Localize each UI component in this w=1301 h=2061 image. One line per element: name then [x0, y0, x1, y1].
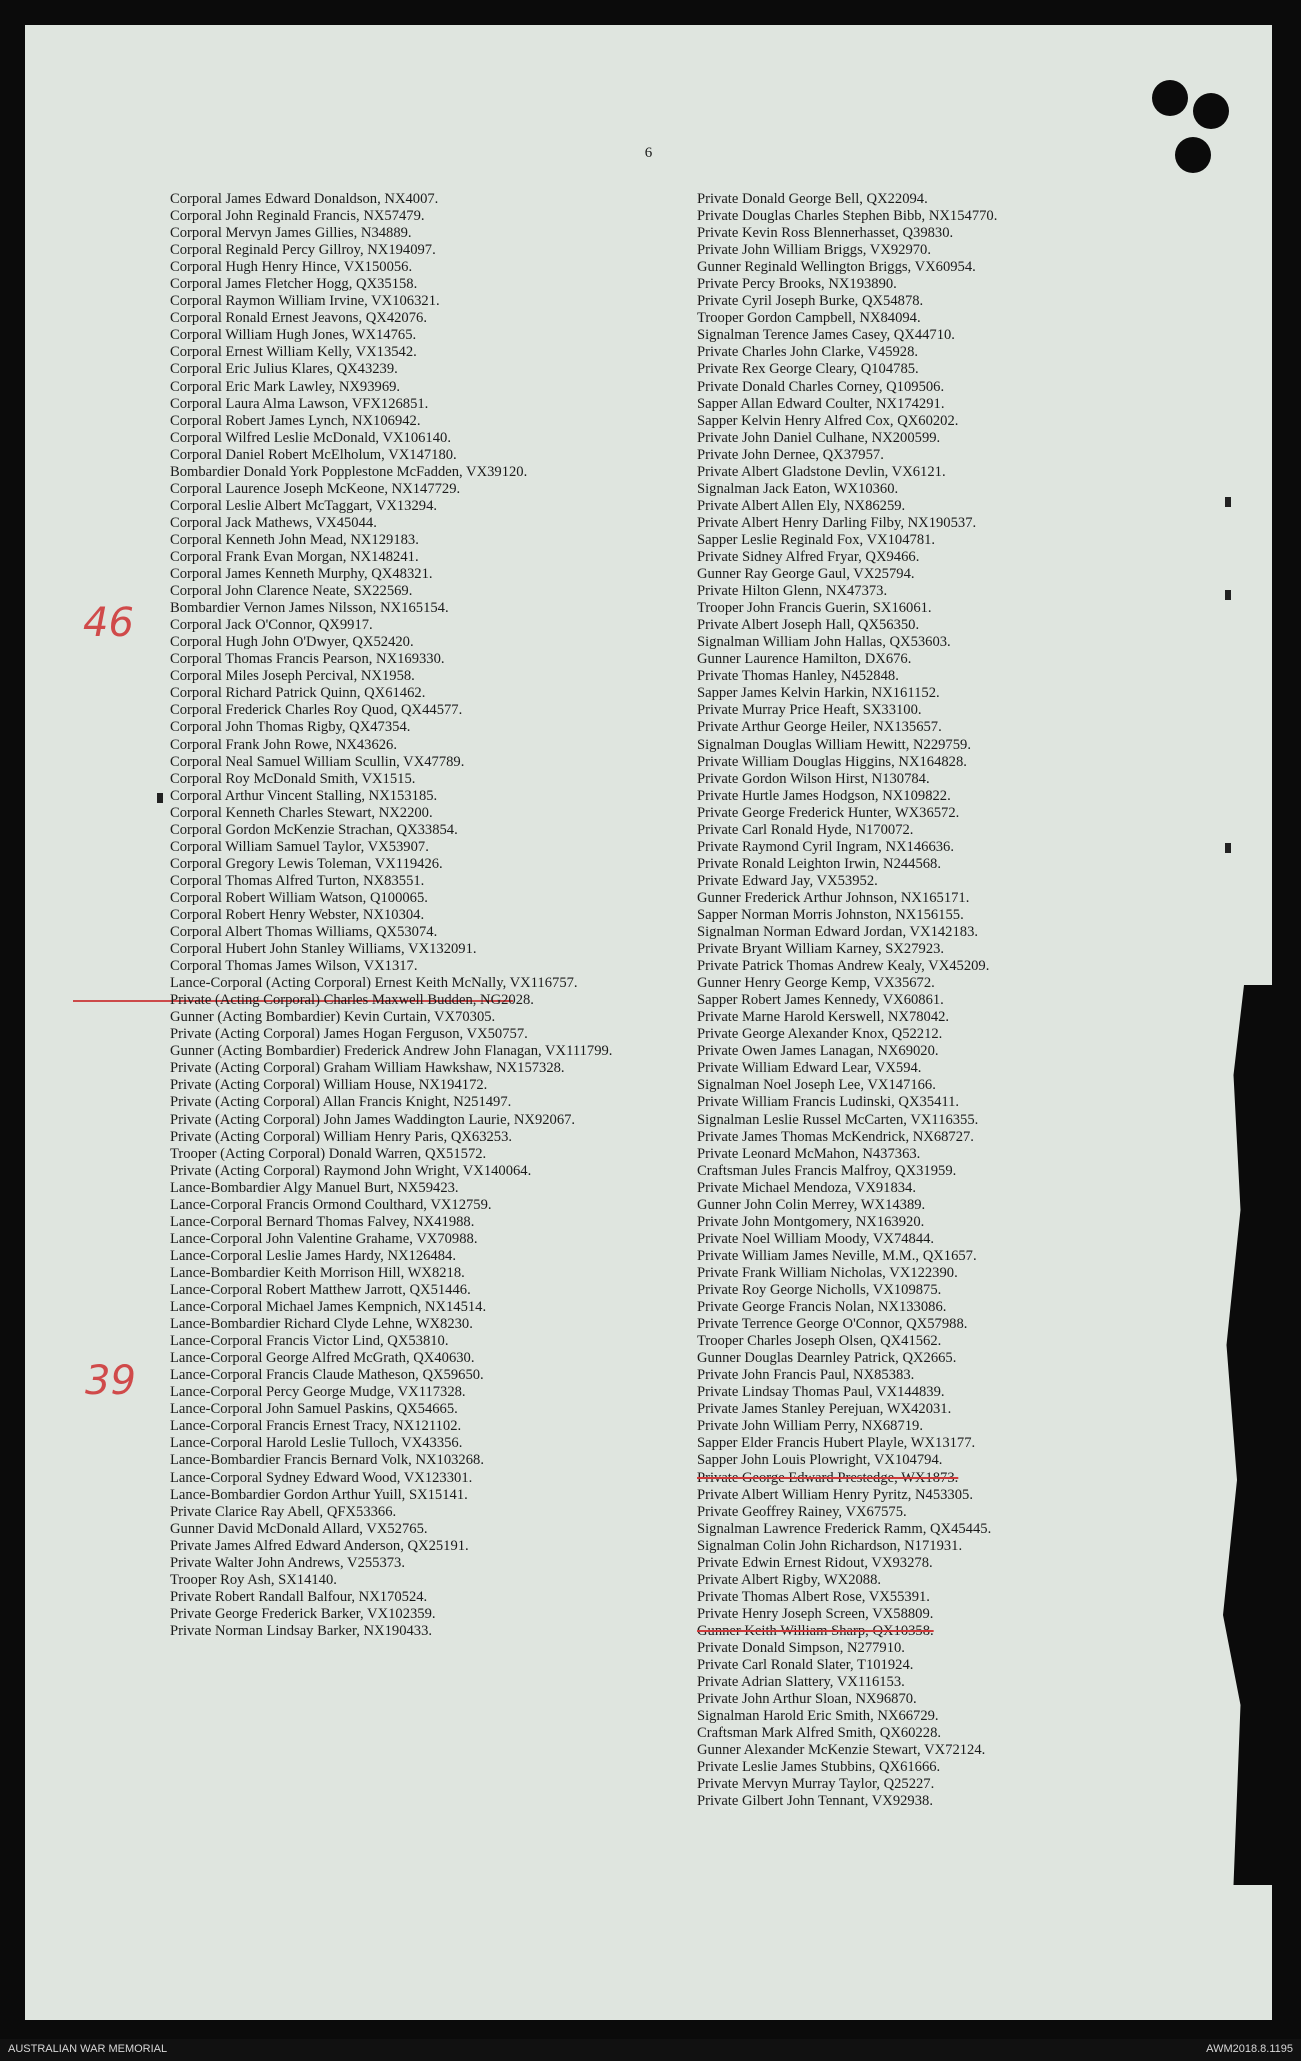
name-entry: Signalman Jack Eaton, WX10360. — [697, 480, 899, 497]
name-entry: Corporal Daniel Robert McElholum, VX147180. — [170, 446, 457, 463]
name-entry: Private Ronald Leighton Irwin, N244568. — [697, 855, 942, 872]
name-entry: Sapper John Louis Plowright, VX104794. — [697, 1452, 943, 1469]
name-entry: Corporal John Thomas Rigby, QX47354. — [170, 719, 411, 736]
name-entry: Private Gilbert John Tennant, VX92938. — [697, 1793, 933, 1810]
name-entry: Corporal Hugh Henry Hince, VX150056. — [170, 259, 413, 276]
name-entry: Signalman Lawrence Frederick Ramm, QX45445. — [697, 1520, 992, 1537]
name-entry: Private Albert Henry Darling Filby, NX190537. — [697, 514, 977, 531]
name-entry: Trooper Roy Ash, SX14140. — [170, 1571, 337, 1588]
name-entry: Private George Francis Nolan, NX133086. — [697, 1299, 947, 1316]
name-entry: Private Albert William Henry Pyritz, N453305. — [697, 1486, 973, 1503]
handwritten-count-39: 39 — [85, 1358, 136, 1404]
name-entry: Private Hilton Glenn, NX47373. — [697, 583, 888, 600]
name-entry: Private (Acting Corporal) Allan Francis Knight, N251497. — [170, 1094, 512, 1111]
name-entry: Private Walter John Andrews, V255373. — [170, 1554, 406, 1571]
name-entry: Corporal Arthur Vincent Stalling, NX153185. — [170, 787, 438, 804]
name-entry: Private Leonard McMahon, N437363. — [697, 1145, 921, 1162]
name-entry: Private William Edward Lear, VX594. — [697, 1060, 922, 1077]
name-entry: Private Raymond Cyril Ingram, NX146636. — [697, 838, 954, 855]
name-entry: Corporal Hubert John Stanley Williams, VX132091. — [170, 941, 477, 958]
name-entry: Private Patrick Thomas Andrew Kealy, VX45209. — [697, 958, 990, 975]
name-entry: Sapper James Kelvin Harkin, NX161152. — [697, 685, 940, 702]
name-entry: Corporal Leslie Albert McTaggart, VX13294. — [170, 497, 438, 514]
name-entry: Private Sidney Alfred Fryar, QX9466. — [697, 548, 920, 565]
name-entry: Corporal Albert Thomas Williams, QX53074. — [170, 924, 438, 941]
name-entry: Sapper Norman Morris Johnston, NX156155. — [697, 906, 964, 923]
name-entry: Private Marne Harold Kerswell, NX78042. — [697, 1009, 950, 1026]
name-entry: Private Donald George Bell, QX22094. — [697, 191, 928, 207]
name-entry: Corporal Thomas Francis Pearson, NX169330. — [170, 651, 445, 668]
name-entry: Sapper Leslie Reginald Fox, VX104781. — [697, 531, 936, 548]
name-entry: Trooper Charles Joseph Olsen, QX41562. — [697, 1333, 942, 1350]
name-entry: Lance-Corporal Bernard Thomas Falvey, NX41988. — [170, 1213, 475, 1230]
name-entry: Private Thomas Hanley, N452848. — [697, 668, 899, 685]
page-number: 6 — [644, 145, 653, 161]
name-entry: Private Albert Allen Ely, NX86259. — [697, 497, 906, 514]
left-name-column — [170, 191, 620, 1640]
name-entry: Lance-Bombardier Francis Bernard Volk, NX103268. — [170, 1452, 484, 1469]
name-entry: Private Percy Brooks, NX193890. — [697, 276, 897, 293]
name-entry: Corporal Reginald Percy Gillroy, NX194097. — [170, 242, 436, 259]
name-entry: Private (Acting Corporal) William Henry Paris, QX63253. — [170, 1128, 513, 1145]
name-entry: Corporal Ronald Ernest Jeavons, QX42076. — [170, 310, 427, 327]
name-entry: Corporal Kenneth John Mead, NX129183. — [170, 531, 419, 548]
name-entry: Lance-Corporal Harold Leslie Tulloch, VX43356. — [170, 1435, 463, 1452]
name-entry: Private Hurtle James Hodgson, NX109822. — [697, 787, 951, 804]
name-entry: Gunner Reginald Wellington Briggs, VX60954. — [697, 259, 976, 276]
name-entry: Private Henry Joseph Screen, VX58809. — [697, 1605, 934, 1622]
name-entry: Private John Daniel Culhane, NX200599. — [697, 429, 941, 446]
name-entry: Corporal Hugh John O'Dwyer, QX52420. — [170, 634, 414, 651]
name-entry: Corporal Eric Julius Klares, QX43239. — [170, 361, 398, 378]
name-entry: Private George Alexander Knox, Q52212. — [697, 1026, 943, 1043]
name-entry: Private Donald Charles Corney, Q109506. — [697, 378, 945, 395]
name-entry: Corporal Laurence Joseph McKeone, NX147729. — [170, 480, 461, 497]
name-entry: Private John William Perry, NX68719. — [697, 1418, 923, 1435]
name-entry: Corporal Raymon William Irvine, VX106321. — [170, 293, 440, 310]
name-entry: Sapper Elder Francis Hubert Playle, WX13177. — [697, 1435, 976, 1452]
name-entry: Private Lindsay Thomas Paul, VX144839. — [697, 1384, 945, 1401]
name-entry: Corporal Frank Evan Morgan, NX148241. — [170, 548, 419, 565]
name-entry: Lance-Bombardier Keith Morrison Hill, WX8218. — [170, 1264, 465, 1281]
name-entry: Corporal Frank John Rowe, NX43626. — [170, 736, 397, 753]
name-entry: Sapper Allan Edward Coulter, NX174291. — [697, 395, 945, 412]
footer-reference: AWM2018.8.1195 — [1206, 2043, 1293, 2055]
name-entry: Signalman Colin John Richardson, N171931. — [697, 1537, 963, 1554]
name-entry: Lance-Corporal Francis Ormond Coulthard, VX12759. — [170, 1196, 492, 1213]
name-entry: Private Frank William Nicholas, VX122390. — [697, 1264, 958, 1281]
name-entry: Corporal James Kenneth Murphy, QX48321. — [170, 566, 433, 583]
name-entry: Private Carl Ronald Hyde, N170072. — [697, 821, 914, 838]
name-entry: Private Roy George Nicholls, VX109875. — [697, 1282, 942, 1298]
name-entry: Private Charles John Clarke, V45928. — [697, 344, 919, 361]
name-entry: Private John Dernee, QX37957. — [697, 446, 884, 463]
name-entry: Private Owen James Lanagan, NX69020. — [697, 1043, 939, 1060]
document-page — [25, 25, 1272, 2020]
margin-mark — [1225, 590, 1231, 600]
name-entry: Signalman Douglas William Hewitt, N229759. — [697, 736, 971, 753]
name-entry: Bombardier Donald York Popplestone McFadden, VX39120. — [170, 463, 528, 480]
name-entry: Private Terrence George O'Connor, QX57988. — [697, 1316, 968, 1333]
name-entry: Private Albert Rigby, WX2088. — [697, 1571, 882, 1588]
name-entry: Private Clarice Ray Abell, QFX53366. — [170, 1503, 397, 1520]
name-entry: Private Edwin Ernest Ridout, VX93278. — [697, 1554, 933, 1571]
name-entry: Private Albert Joseph Hall, QX56350. — [697, 617, 920, 634]
name-entry: Lance-Corporal (Acting Corporal) Ernest Keith McNally, VX116757. — [170, 975, 578, 992]
name-entry: Corporal Kenneth Charles Stewart, NX2200. — [170, 804, 433, 821]
name-entry: Lance-Corporal Leslie James Hardy, NX126484. — [170, 1247, 456, 1264]
margin-mark — [1225, 843, 1231, 853]
name-entry: Private William Douglas Higgins, NX164828. — [697, 753, 967, 770]
name-entry: Corporal John Clarence Neate, SX22569. — [170, 583, 413, 600]
name-entry: Gunner (Acting Bombardier) Kevin Curtain, VX70305. — [170, 1009, 496, 1026]
name-entry: Corporal William Hugh Jones, WX14765. — [170, 327, 417, 344]
footer-source: AUSTRALIAN WAR MEMORIAL — [8, 2043, 168, 2055]
name-entry: Gunner Frederick Arthur Johnson, NX165171. — [697, 889, 970, 906]
name-entry: Corporal Robert William Watson, Q100065. — [170, 889, 428, 906]
name-entry: Corporal Gregory Lewis Toleman, VX119426. — [170, 855, 443, 872]
name-entry: Corporal Miles Joseph Percival, NX1958. — [170, 668, 415, 685]
name-entry: Corporal Mervyn James Gillies, N34889. — [170, 225, 412, 242]
name-entry: Private Rex George Cleary, Q104785. — [697, 361, 919, 378]
name-entry: Private James Thomas McKendrick, NX68727. — [697, 1128, 974, 1145]
name-entry: Craftsman Jules Francis Malfroy, QX31959. — [697, 1162, 957, 1179]
name-entry: Sapper Robert James Kennedy, VX60861. — [697, 992, 944, 1009]
name-entry: Signalman Leslie Russel McCarten, VX116355. — [697, 1111, 979, 1128]
name-entry: Corporal William Samuel Taylor, VX53907. — [170, 838, 429, 855]
name-entry: Private Adrian Slattery, VX116153. — [697, 1674, 905, 1691]
name-entry: Corporal Frederick Charles Roy Quod, QX44577. — [170, 702, 463, 719]
name-entry: Gunner (Acting Bombardier) Frederick Andrew John Flanagan, VX111799. — [170, 1043, 613, 1060]
name-entry: Corporal Robert James Lynch, NX106942. — [170, 412, 421, 429]
name-entry: Corporal James Edward Donaldson, NX4007. — [170, 191, 439, 207]
name-entry: Lance-Bombardier Gordon Arthur Yuill, SX15141. — [170, 1486, 468, 1503]
name-entry: Private George Edward Prestedge, WX1873. — [697, 1469, 959, 1486]
name-entry: Lance-Corporal Francis Claude Matheson, QX59650. — [170, 1367, 484, 1384]
name-entry: Private John Francis Paul, NX85383. — [697, 1367, 915, 1384]
name-entry: Private Mervyn Murray Taylor, Q25227. — [697, 1776, 935, 1793]
name-entry: Private Geoffrey Rainey, VX67575. — [697, 1503, 907, 1520]
name-entry: Corporal Roy McDonald Smith, VX1515. — [170, 770, 416, 787]
name-entry: Private George Frederick Hunter, WX36572. — [697, 804, 960, 821]
name-entry: Lance-Corporal Percy George Mudge, VX117328. — [170, 1384, 466, 1401]
name-entry: Private William James Neville, M.M., QX1657. — [697, 1247, 977, 1264]
name-entry: Trooper John Francis Guerin, SX16061. — [697, 600, 932, 617]
footer-bar — [0, 2039, 1301, 2061]
name-entry: Private Gordon Wilson Hirst, N130784. — [697, 770, 930, 787]
name-entry: Gunner Keith William Sharp, QX10358. — [697, 1622, 934, 1639]
name-entry: Lance-Bombardier Algy Manuel Burt, NX59423. — [170, 1179, 459, 1196]
name-entry: Private (Acting Corporal) Graham William Hawkshaw, NX157328. — [170, 1060, 565, 1077]
name-entry: Private (Acting Corporal) William House, NX194172. — [170, 1077, 488, 1094]
name-entry: Private (Acting Corporal) Charles Maxwell Budden, NG2028. — [170, 992, 534, 1009]
name-entry: Craftsman Mark Alfred Smith, QX60228. — [697, 1725, 942, 1742]
name-entry: Private Michael Mendoza, VX91834. — [697, 1179, 916, 1196]
name-entry: Signalman Norman Edward Jordan, VX142183. — [697, 924, 979, 941]
name-entry: Corporal Richard Patrick Quinn, QX61462. — [170, 685, 426, 702]
name-entry: Private (Acting Corporal) Raymond John Wright, VX140064. — [170, 1162, 532, 1179]
name-entry: Private James Stanley Perejuan, WX42031. — [697, 1401, 952, 1418]
name-entry: Private George Frederick Barker, VX102359. — [170, 1605, 436, 1622]
name-entry: Corporal Jack O'Connor, QX9917. — [170, 617, 373, 634]
name-entry: Private Leslie James Stubbins, QX61666. — [697, 1759, 941, 1776]
name-entry: Private Donald Simpson, N277910. — [697, 1639, 905, 1656]
name-entry: Corporal James Fletcher Hogg, QX35158. — [170, 276, 418, 293]
name-entry: Gunner Douglas Dearnley Patrick, QX2665. — [697, 1350, 957, 1367]
name-entry: Lance-Corporal John Samuel Paskins, QX54665. — [170, 1401, 458, 1418]
name-entry: Signalman William John Hallas, QX53603. — [697, 634, 951, 651]
ink-smear — [1202, 985, 1272, 1885]
name-entry: Private Albert Gladstone Devlin, VX6121. — [697, 463, 946, 480]
name-entry: Corporal Neal Samuel William Scullin, VX47789. — [170, 753, 465, 770]
name-entry: Signalman Terence James Casey, QX44710. — [697, 327, 955, 344]
name-entry: Lance-Corporal John Valentine Grahame, VX70988. — [170, 1230, 478, 1247]
name-entry: Corporal John Reginald Francis, NX57479. — [170, 208, 425, 225]
handwritten-count-46: 46 — [83, 600, 134, 646]
name-entry: Sapper Kelvin Henry Alfred Cox, QX60202. — [697, 412, 959, 429]
name-entry: Corporal Eric Mark Lawley, NX93969. — [170, 378, 401, 395]
name-entry: Private Noel William Moody, VX74844. — [697, 1230, 935, 1247]
name-entry: Gunner Alexander McKenzie Stewart, VX72124. — [697, 1742, 986, 1759]
name-entry: Private Bryant William Karney, SX27923. — [697, 941, 945, 958]
name-entry: Trooper Gordon Campbell, NX84094. — [697, 310, 921, 327]
name-entry: Corporal Ernest William Kelly, VX13542. — [170, 344, 417, 361]
name-entry: Gunner John Colin Merrey, WX14389. — [697, 1196, 926, 1213]
margin-mark — [1225, 497, 1231, 507]
name-entry: Gunner Ray George Gaul, VX25794. — [697, 566, 915, 583]
name-entry: Corporal Thomas James Wilson, VX1317. — [170, 958, 418, 975]
name-entry: Corporal Gordon McKenzie Strachan, QX33854. — [170, 821, 458, 838]
name-entry: Lance-Corporal Robert Matthew Jarrott, QX51446. — [170, 1282, 471, 1298]
name-entry: Lance-Corporal Sydney Edward Wood, VX123301. — [170, 1469, 473, 1486]
punch-hole-1 — [1152, 80, 1188, 116]
name-entry: Private Cyril Joseph Burke, QX54878. — [697, 293, 924, 310]
name-entry: Gunner Henry George Kemp, VX35672. — [697, 975, 935, 992]
name-entry: Private Robert Randall Balfour, NX170524. — [170, 1588, 428, 1605]
name-entry: Gunner David McDonald Allard, VX52765. — [170, 1520, 428, 1537]
name-entry: Lance-Bombardier Richard Clyde Lehne, WX8230. — [170, 1316, 473, 1333]
name-entry: Private (Acting Corporal) James Hogan Ferguson, VX50757. — [170, 1026, 528, 1043]
name-entry: Private Kevin Ross Blennerhasset, Q39830. — [697, 225, 954, 242]
name-entry: Corporal Laura Alma Lawson, VFX126851. — [170, 395, 429, 412]
name-entry: Private John Arthur Sloan, NX96870. — [697, 1691, 917, 1708]
name-entry: Private James Alfred Edward Anderson, QX25191. — [170, 1537, 469, 1554]
name-entry: Trooper (Acting Corporal) Donald Warren, QX51572. — [170, 1145, 487, 1162]
name-entry: Private Edward Jay, VX53952. — [697, 872, 878, 889]
name-entry: Gunner Laurence Hamilton, DX676. — [697, 651, 912, 668]
name-entry: Private Murray Price Heaft, SX33100. — [697, 702, 922, 719]
margin-mark — [157, 793, 163, 803]
name-entry: Corporal Jack Mathews, VX45044. — [170, 514, 377, 531]
name-entry: Private Arthur George Heiler, NX135657. — [697, 719, 942, 736]
name-entry: Lance-Corporal Michael James Kempnich, NX14514. — [170, 1299, 487, 1316]
name-entry: Private Thomas Albert Rose, VX55391. — [697, 1588, 930, 1605]
name-entry: Signalman Harold Eric Smith, NX66729. — [697, 1708, 939, 1725]
name-entry: Private (Acting Corporal) John James Waddington Laurie, NX92067. — [170, 1111, 576, 1128]
name-entry: Lance-Corporal George Alfred McGrath, QX40630. — [170, 1350, 475, 1367]
name-entry: Signalman Noel Joseph Lee, VX147166. — [697, 1077, 936, 1094]
name-entry: Private John William Briggs, VX92970. — [697, 242, 931, 259]
name-entry: Lance-Corporal Francis Victor Lind, QX53810. — [170, 1333, 449, 1350]
name-entry: Private William Francis Ludinski, QX35411. — [697, 1094, 960, 1111]
name-entry: Private Carl Ronald Slater, T101924. — [697, 1657, 914, 1674]
right-name-column — [697, 191, 1107, 1810]
name-entry: Corporal Thomas Alfred Turton, NX83551. — [170, 872, 425, 889]
name-entry: Corporal Robert Henry Webster, NX10304. — [170, 906, 425, 923]
name-entry: Private Douglas Charles Stephen Bibb, NX154770. — [697, 208, 998, 225]
punch-hole-2 — [1193, 93, 1229, 129]
name-entry: Corporal Wilfred Leslie McDonald, VX106140. — [170, 429, 451, 446]
name-entry: Private Norman Lindsay Barker, NX190433. — [170, 1622, 433, 1639]
name-entry: Private John Montgomery, NX163920. — [697, 1213, 925, 1230]
name-entry: Lance-Corporal Francis Ernest Tracy, NX121102. — [170, 1418, 462, 1435]
name-entry: Bombardier Vernon James Nilsson, NX165154. — [170, 600, 449, 617]
